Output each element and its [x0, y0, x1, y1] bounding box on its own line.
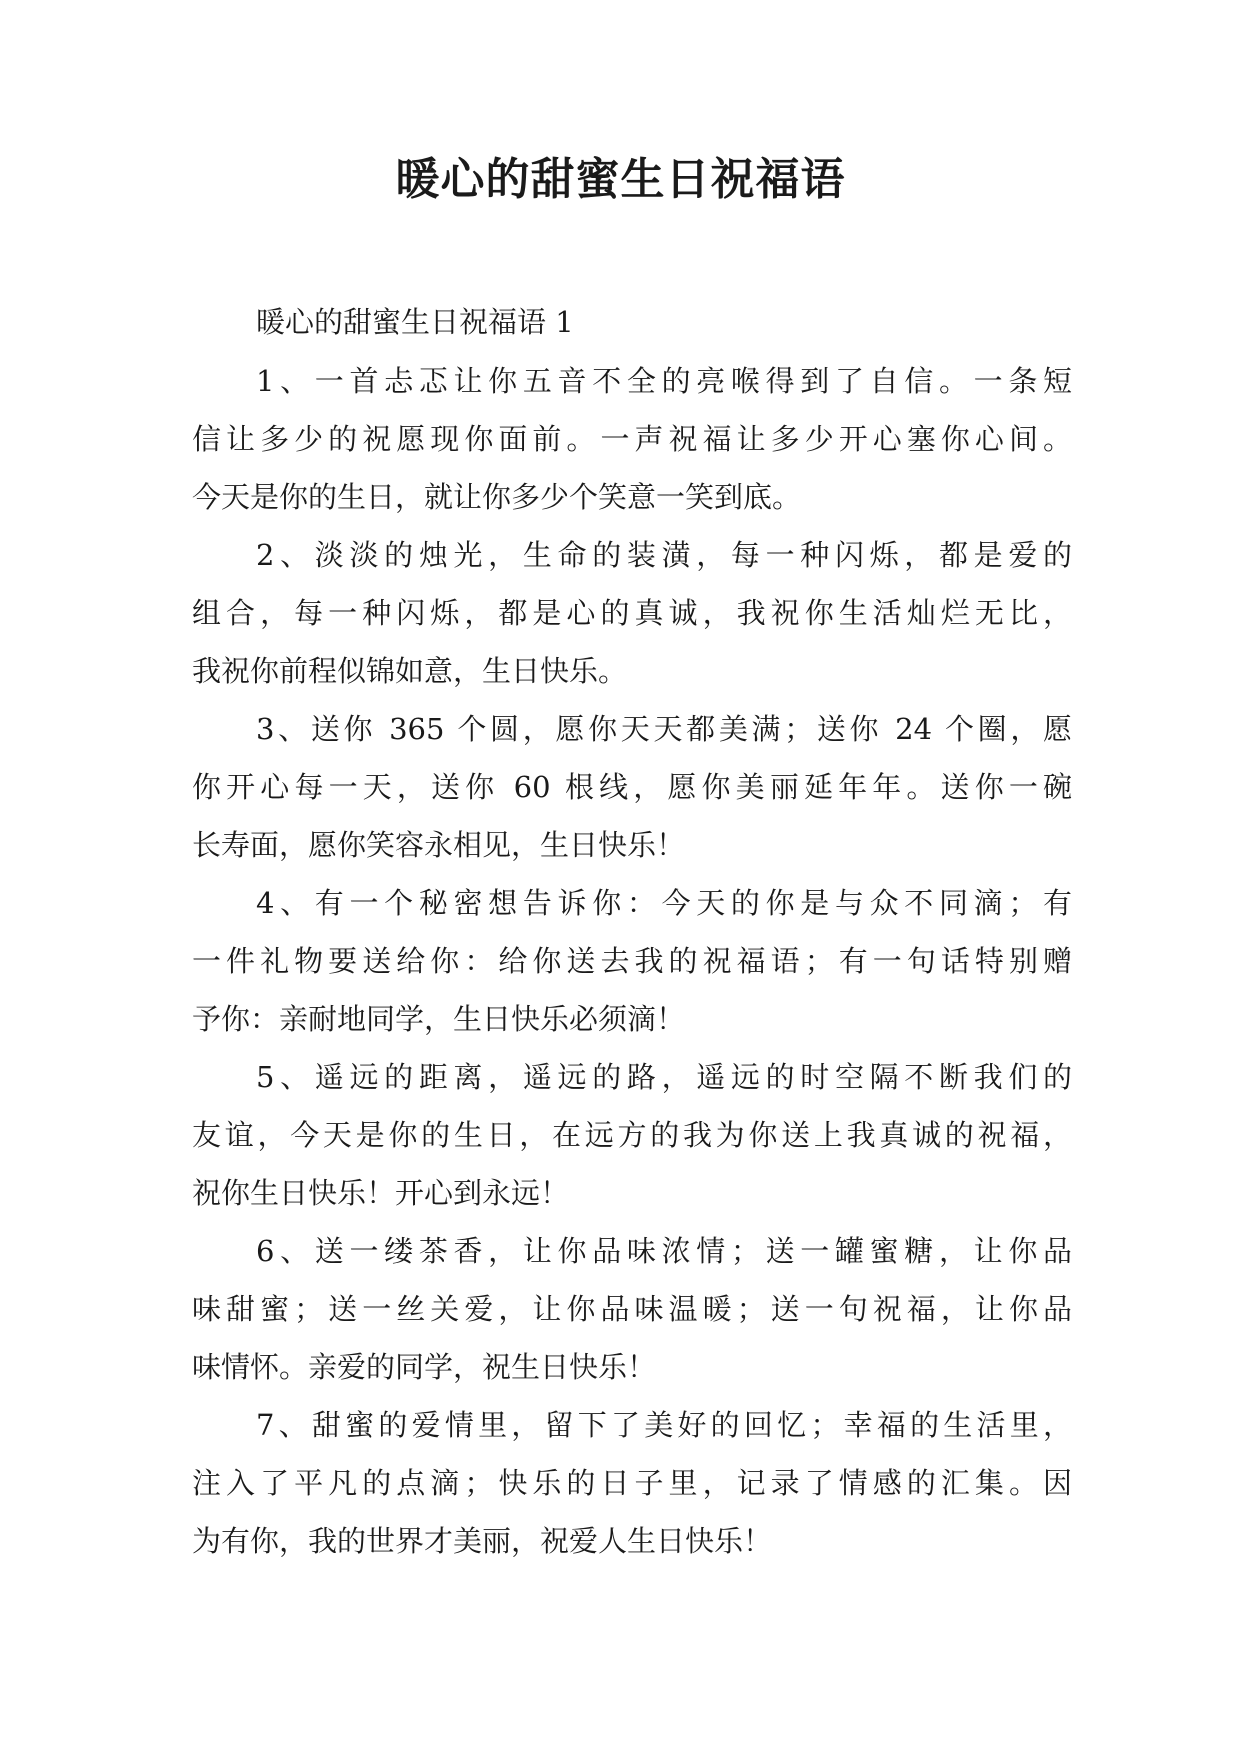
paragraph-wish-1	[192, 352, 1072, 526]
paragraph-line: 2、淡淡的烛光，生命的装潢，每一种闪烁，都是爱的	[256, 538, 1072, 572]
paragraph-wish-3	[192, 700, 1072, 874]
paragraph-line: 今天是你的生日，就让你多少个笑意一笑到底。	[192, 480, 802, 514]
paragraph-line: 味情怀。亲爱的同学，祝生日快乐！	[192, 1350, 657, 1384]
paragraph-line: 为有你，我的世界才美丽，祝爱人生日快乐！	[192, 1524, 773, 1558]
paragraph-line: 祝你生日快乐！开心到永远！	[192, 1176, 570, 1210]
paragraph-line: 你开心每一天，送你 60 根线，愿你美丽延年年。送你一碗	[192, 770, 1072, 804]
paragraph-line: 3、送你 365 个圆，愿你天天都美满；送你 24 个圈，愿	[256, 712, 1072, 746]
paragraph-line: 注入了平凡的点滴；快乐的日子里，记录了情感的汇集。因	[192, 1466, 1072, 1500]
paragraph-line: 4、有一个秘密想告诉你：今天的你是与众不同滴；有	[256, 886, 1072, 920]
paragraph-line: 6、送一缕茶香，让你品味浓情；送一罐蜜糖，让你品	[256, 1234, 1072, 1268]
paragraph-wish-7	[192, 1396, 1072, 1570]
section-heading: 暖心的甜蜜生日祝福语 1	[256, 305, 574, 339]
paragraph-line: 一件礼物要送给你：给你送去我的祝福语；有一句话特别赠	[192, 944, 1072, 978]
paragraph-wish-2	[192, 526, 1072, 700]
paragraph-line: 5、遥远的距离，遥远的路，遥远的时空隔不断我们的	[256, 1060, 1072, 1094]
document-body	[192, 292, 1072, 1570]
paragraph-line: 长寿面，愿你笑容永相见，生日快乐！	[192, 828, 686, 862]
paragraph-line: 7、甜蜜的爱情里，留下了美好的回忆；幸福的生活里，	[256, 1408, 1072, 1442]
paragraph-line: 1、一首忐忑让你五音不全的亮喉得到了自信。一条短	[256, 364, 1072, 398]
paragraph-wish-4	[192, 874, 1072, 1048]
paragraph-wish-5	[192, 1048, 1072, 1222]
paragraph-wish-6	[192, 1222, 1072, 1396]
paragraph-line: 组合，每一种闪烁，都是心的真诚，我祝你生活灿烂无比，	[192, 596, 1072, 630]
paragraph-line: 予你：亲耐地同学，生日快乐必须滴！	[192, 1002, 686, 1036]
paragraph-line: 信让多少的祝愿现你面前。一声祝福让多少开心塞你心间。	[192, 422, 1072, 456]
paragraph-line: 味甜蜜；送一丝关爱，让你品味温暖；送一句祝福，让你品	[192, 1292, 1072, 1326]
paragraph-line: 友谊，今天是你的生日，在远方的我为你送上我真诚的祝福，	[192, 1118, 1072, 1152]
paragraph-line: 我祝你前程似锦如意，生日快乐。	[192, 654, 628, 688]
document-title: 暖心的甜蜜生日祝福语	[395, 154, 846, 205]
